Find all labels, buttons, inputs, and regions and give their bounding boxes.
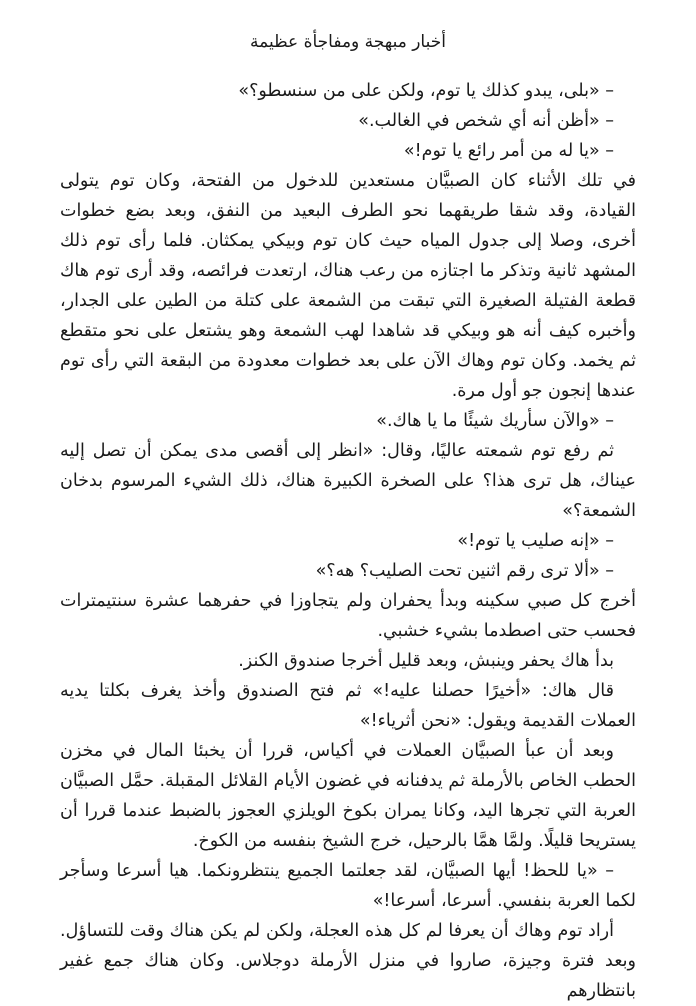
paragraph: أراد توم وهاك أن يعرفا لم كل هذه العجلة، ولكن لم يكن هناك وقت للتساؤل. وبعد فترة وجيزة، صاروا في منزل الأرملة دوجلاس. وكان هناك جمع غفير بانتظارهم (60, 921, 636, 1001)
dialogue-line: – «والآن سأريك شيئًا ما يا هاك.» (376, 411, 614, 431)
dialogue-line: – «أظن أنه أي شخص في الغالب.» (358, 111, 614, 131)
dialogue-line: – «ألا ترى رقم اثنين تحت الصليب؟ هه؟» (315, 561, 614, 581)
paragraph: ثم رفع توم شمعته عاليًا، وقال: «انظر إلى أقصى مدى يمكن أن تصل إليه عيناك، هل ترى هذا؟ على الصخرة الكبيرة هناك، ذلك الشيء المرسوم بدخان الشمعة؟» (60, 441, 636, 521)
dialogue-line: – «يا له من أمر رائع يا توم!» (403, 141, 614, 161)
paragraph: في تلك الأثناء كان الصبيَّان مستعدين للدخول من الفتحة، وكان توم يتولى القيادة، وقد شقا طريقهما نحو الطرف البعيد من النفق، وبعد بضع خطوات أخرى، وصلا إلى جدول المياه حيث كان توم وبيكي يمكثان. فلما رأى توم ذلك المشهد ثانية وتذكر ما اجتازه من رعب هناك، ارتعدت فرائصه، وقد أرى توم هاك قطعة الفتيلة الصغيرة التي تبقت من الشمعة على كتلة من الطين على الجدار، وأخبره كيف أنه هو وبيكي قد شاهدا لهب الشمعة وهو يشتعل على نحو متقطع ثم يخمد. وكان توم وهاك الآن على بعد خطوات معدودة من البقعة التي رأى توم عندها إنجون جو أول مرة. (60, 171, 636, 401)
body-text (60, 76, 636, 1006)
paragraph: أخرج كل صبي سكينه وبدأ يحفران ولم يتجاوزا في حفرهما عشرة سنتيمترات فحسب حتى اصطدما بشيء خشبي. (60, 591, 636, 641)
paragraph: وبعد أن عبأ الصبيَّان العملات في أكياس، قررا أن يخبئا المال في مخزن الحطب الخاص بالأرملة ثم يدفنانه في غضون الأيام القلائل المقبلة. حمَّل الصبيَّان العربة التي تجرها اليد، وكانا يمران بكوخ الويلزي العجوز بالضبط عندما قررا أن يستريحا قليلًا. ولمَّا همَّا بالرحيل، خرج الشيخ بنفسه من الكوخ. (60, 741, 636, 851)
paragraph: بدأ هاك يحفر وينبش، وبعد قليل أخرجا صندوق الكنز. (238, 651, 614, 671)
paragraph: قال هاك: «أخيرًا حصلنا عليه!» ثم فتح الصندوق وأخذ يغرف بكلتا يديه العملات القديمة ويقول: «نحن أثرياء!» (60, 681, 636, 731)
running-header: أخبار مبهجة ومفاجأة عظيمة (250, 32, 446, 52)
dialogue-line: – «إنه صليب يا توم!» (457, 531, 614, 551)
dialogue-line: – «يا للحظ! أيها الصبيَّان، لقد جعلتما الجميع ينتظرونكما. هيا أسرعا وسأجر لكما العربة بنفسي. أسرعا، أسرعا!» (60, 861, 636, 911)
dialogue-line: – «بلى، يبدو كذلك يا توم، ولكن على من سنسطو؟» (238, 81, 614, 101)
